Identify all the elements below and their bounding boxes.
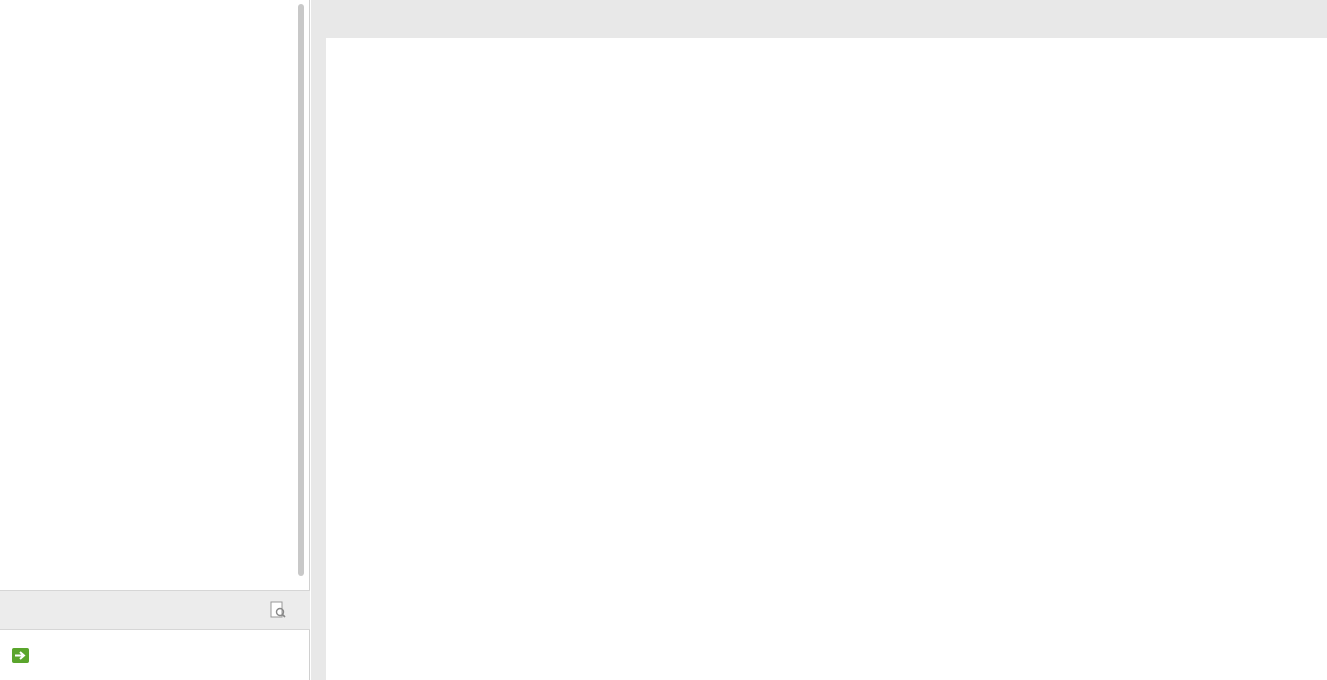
info-item[interactable]	[12, 648, 37, 663]
arrow-right-icon	[12, 648, 29, 663]
navigation-tree	[0, 8, 300, 588]
sidebar-scrollbar[interactable]	[298, 4, 304, 576]
form-page	[326, 38, 1327, 680]
info-header	[0, 590, 310, 630]
sidebar	[0, 0, 310, 680]
document-area	[311, 0, 1327, 680]
preview-icon[interactable]	[270, 601, 286, 623]
